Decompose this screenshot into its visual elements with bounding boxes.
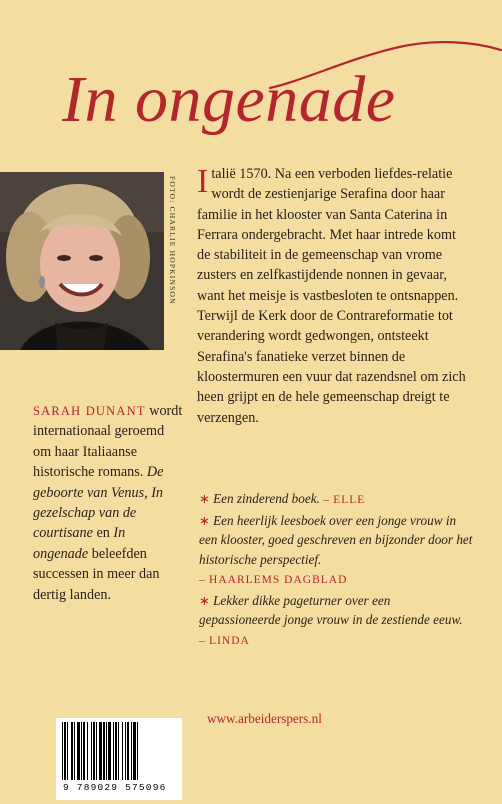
barcode-bar [115, 722, 117, 780]
quote-source: ELLE [333, 494, 366, 506]
photo-credit: FOTO: CHARLIE HOPKINSON [168, 176, 177, 305]
barcode-bar [103, 722, 105, 780]
blurb-text [197, 164, 467, 428]
quote-source: HAARLEMS DAGBLAD [209, 574, 348, 586]
bio-text-2: beleefden successen in meer dan dertig landen. [33, 545, 160, 603]
author-name: SARAH DUNANT [33, 404, 146, 418]
barcode-bar [81, 722, 82, 780]
barcode-bar [91, 722, 92, 780]
quote-text: Een zinderend boek. [213, 491, 320, 506]
drop-cap: I [197, 163, 209, 200]
bio-books: De geboorte van Venus, In gezelschap van de courtisane [33, 464, 164, 542]
barcode-bar [67, 722, 68, 780]
barcode-bar [106, 722, 107, 780]
asterisk-icon: ∗ [199, 592, 211, 608]
asterisk-icon: ∗ [199, 512, 211, 528]
quote-dash: – [199, 574, 206, 586]
barcode-bar [93, 722, 95, 780]
quote-dash: – [199, 634, 206, 647]
bio-and: en [92, 525, 114, 542]
author-photo [0, 172, 164, 350]
review-quote [199, 591, 475, 652]
review-quote [199, 511, 475, 591]
barcode-bar [62, 722, 63, 780]
book-title: In ongenade [62, 63, 396, 136]
barcode-bar [77, 722, 80, 780]
author-bio [33, 401, 183, 605]
barcode-bar [137, 722, 138, 780]
barcode-bar [64, 722, 66, 780]
quote-text: Lekker dikke pageturner over een gepassioneerde jonge vrouw in de zestiende eeuw. [199, 592, 463, 627]
barcode-bar [118, 722, 119, 780]
isbn-number: 9 789029 575096 [63, 782, 167, 793]
quote-source: LINDA [209, 634, 250, 647]
quote-dash: – [323, 494, 330, 506]
barcode-bar [131, 722, 132, 780]
publisher-url[interactable]: www.arbeiderspers.nl [207, 711, 322, 726]
review-quote [199, 489, 475, 511]
barcode-bar [99, 722, 102, 780]
barcode-bar [87, 722, 88, 780]
barcode-bar [74, 722, 75, 780]
bio-text-1: wordt internationaal geroemd om haar Italiaanse historische romans. [33, 403, 183, 481]
review-quotes [199, 489, 475, 651]
barcode-bar [96, 722, 97, 780]
barcode-bar [108, 722, 111, 780]
bio-book-3: In ongenade [33, 525, 126, 562]
blurb-body: talië 1570. Na een verboden liefdes-relatie wordt de zestienjarige Serafina door haar familie in het klooster van Santa Caterina in Ferrara ondergebracht. Met haar intrede komt de stabiliteit in de gemeenschap van vrome zusters en zelfkastijdende nonnen in gevaar, want het meisje is vastbesloten te ontsnappen. Terwijl de Kerk door de Contrareformatie tot verandering wordt gedwongen, ontsteekt Serafina's fanatieke verzet binnen de kloostermuren een vuur dat razendsnel om zich heen grijpt en de hele gemeenschap dreigt te verzengen. [197, 166, 466, 426]
barcode-bar [127, 722, 129, 780]
barcode-bar [83, 722, 85, 780]
barcode-bar [133, 722, 136, 780]
barcode-bar [71, 722, 73, 780]
barcode-bar [113, 722, 114, 780]
asterisk-icon: ∗ [199, 491, 211, 506]
barcode-bar [125, 722, 126, 780]
quote-text: Een heerlijk leesboek over een jonge vrouw in een klooster, goed geschreven en bijzonder door het historische perspectief. [199, 512, 473, 567]
barcode-bar [122, 722, 123, 780]
